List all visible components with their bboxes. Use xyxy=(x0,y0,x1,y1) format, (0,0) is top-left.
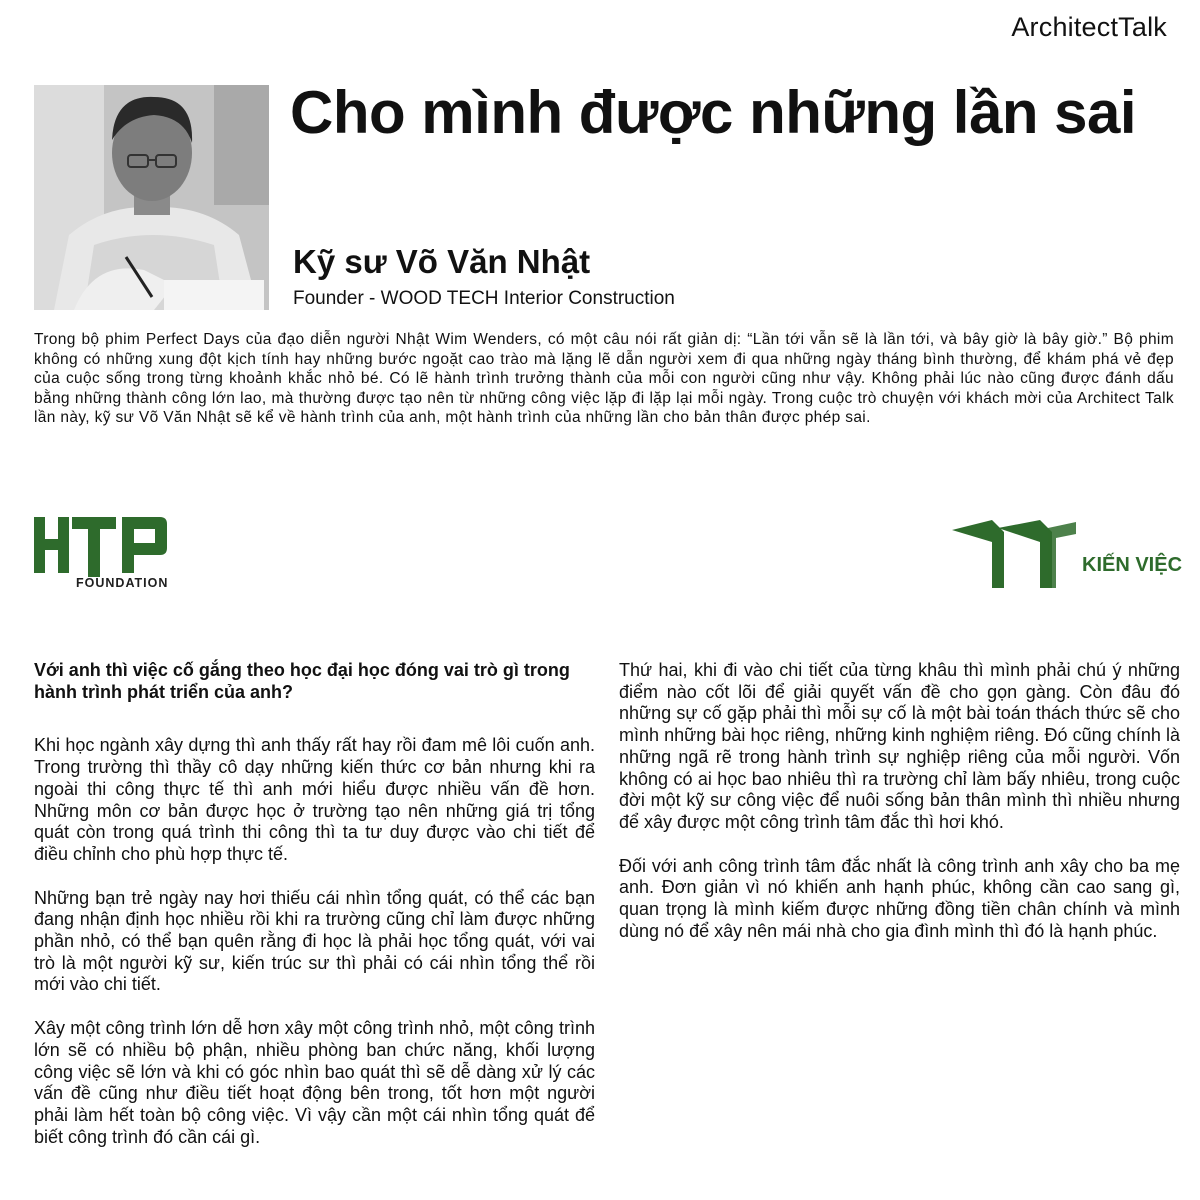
guest-name: Kỹ sư Võ Văn Nhật xyxy=(293,243,591,280)
guest-role: Founder - WOOD TECH Interior Construction xyxy=(293,288,675,309)
kien-viec-logo-mark xyxy=(952,518,1080,590)
answer-paragraph: Xây một công trình lớn dễ hơn xây một công trình nhỏ, một công trình lớn sẽ có nhiều bộ phận, nhiều phòng ban chức năng, khối lượng công việc sẽ lớn và khi có góc nhìn bao quát thì sẽ dễ dàng xử lý các vấn đề cũng như điều tiết hoạt động bên trong, tốt hơn một người phải làm hết toàn bộ công việc. Vì vậy cần một cái nhìn tổng quát để biết công trình đó cần cái gì. xyxy=(34,1018,595,1147)
answer-paragraph: Những bạn trẻ ngày nay hơi thiếu cái nhìn tổng quát, có thể các bạn đang nhận định học nhiều rồi khi ra trường cũng chỉ làm được những phần nhỏ, có thể bạn quên rằng đi học là phải học tổng quát, với vai trò là một người kỹ sư, kiến trúc sư thì phải có cái nhìn tổng thể rồi mới vào chi tiết. xyxy=(34,887,595,995)
page-title: Cho mình được những lần sai xyxy=(290,79,1137,146)
kien-viec-logo-text: KIẾN VIỆC xyxy=(1082,554,1183,576)
interview-left-column xyxy=(34,660,595,1170)
htp-foundation-logo xyxy=(34,515,169,593)
kien-viec-logo xyxy=(952,518,1182,592)
answer-paragraph: Đối với anh công trình tâm đắc nhất là công trình anh xây cho ba mẹ anh. Đơn giản vì nó khiến anh hạnh phúc, không cần cao sang gì, quan trọng là mình kiếm được những đồng tiền chân chính và mình dùng nó để xây nên mái nhà cho gia đình mình thì đó là hạnh phúc. xyxy=(619,855,1180,941)
intro-paragraph: Trong bộ phim Perfect Days của đạo diễn người Nhật Wim Wenders, có một câu nói rất giản dị: “Lần tới vẫn sẽ là lần tới, và bây giờ là bây giờ.” Bộ phim không có những xung đột kịch tính hay những bước ngoặt cao trào mà lặng lẽ dẫn người xem đi qua những ngày tháng bình thường, để khám phá vẻ đẹp của cuộc sống trong từng khoảnh khắc nhỏ bé. Có lẽ hành trình trưởng thành của mỗi con người cũng như vậy. Không phải lúc nào cũng được đánh dấu bằng những thành công lớn lao, mà thường được tạo nên từ những công việc lặp đi lặp lại mỗi ngày. Trong cuộc trò chuyện với khách mời của Architect Talk lần này, kỹ sư Võ Văn Nhật sẽ kể về hành trình của anh, một hành trình của những lần cho bản thân được phép sai. xyxy=(34,331,1174,427)
answer-paragraph: Khi học ngành xây dựng thì anh thấy rất hay rồi đam mê lôi cuốn anh. Trong trường thì thầy cô dạy những kiến thức cơ bản nhưng khi ra ngoài thi công thực tế thì anh mới hiểu được nhiều vấn đề hơn. Những môn cơ bản được học ở trường tạo nên những giá trị tổng quát còn trong quá trình thi công thì ta tư duy được vào chi tiết để điều chỉnh cho phù hợp thực tế. xyxy=(34,735,595,864)
brand-name: ArchitectTalk xyxy=(1011,12,1167,42)
answer-paragraph: Thứ hai, khi đi vào chi tiết của từng khâu thì mình phải chú ý những điểm nào cốt lõi để giải quyết vấn đề cho gọn gàng. Còn đâu đó những sự cố gặp phải thì mỗi sự cố là một bài toán thách thức sẽ cho mình những bài học riêng, những kinh nghiệm riêng. Đó cũng chính là những ngã rẽ trong hành trình sự nghiệp riêng của mỗi người. Vốn không có ai học bao nhiêu thì ra trường chỉ làm bấy nhiêu, trong cuộc đời một kỹ sư công việc để nuôi sống bản thân mình thì nhiều nhưng để xây được một công trình tâm đắc thì hơi khó. xyxy=(619,660,1180,832)
htp-logo-mark xyxy=(34,515,169,577)
htp-logo-subtitle: FOUNDATION xyxy=(76,576,169,590)
interview-question: Với anh thì việc cố gắng theo học đại học đóng vai trò gì trong hành trình phát triển của anh? xyxy=(34,660,570,702)
portrait-illustration xyxy=(34,85,269,310)
interview-right-column xyxy=(619,660,1180,964)
guest-portrait xyxy=(34,85,269,310)
